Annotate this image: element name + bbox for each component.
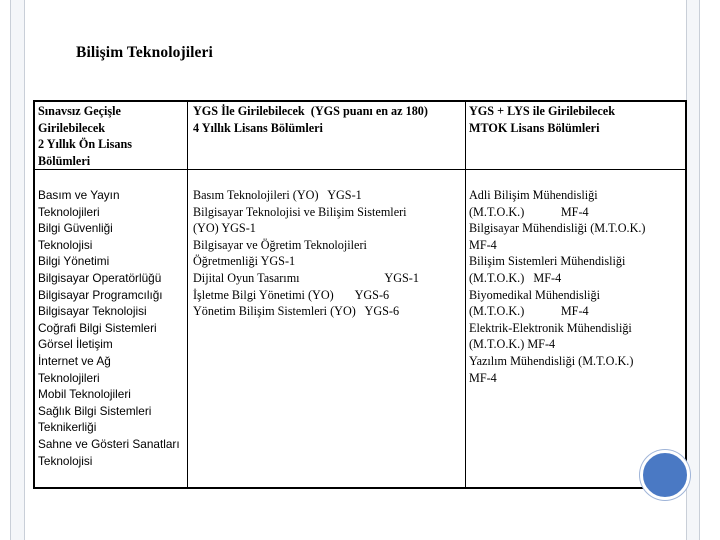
table-line: Bilgisayar Teknolojisi [38, 304, 147, 319]
table-cell-bachelor-programs [193, 187, 419, 320]
table-line: (M.T.O.K.) MF-4 [469, 337, 556, 352]
column-divider [187, 102, 188, 487]
page-title: Bilişim Teknolojileri [76, 44, 213, 61]
table-line: (M.T.O.K.) MF-4 [469, 204, 589, 219]
table-line: (M.T.O.K.) MF-4 [469, 304, 589, 319]
table-line: Bilgisayar ve Öğretim Teknolojileri [193, 237, 367, 252]
table-line: Bilgisayar Operatörlüğü [38, 270, 162, 285]
table-line: Teknolojileri [38, 204, 100, 219]
table-line: Yönetim Bilişim Sistemleri (YO) YGS-6 [193, 304, 400, 319]
table-line: Mobil Teknolojileri [38, 387, 131, 402]
header-cell-mtok: YGS + LYS ile Girilebilecek MTOK Lisans Bölümleri [469, 104, 615, 135]
table-line: Teknolojisi [38, 237, 93, 252]
table-line: Biyomedikal Mühendisliği [469, 287, 601, 302]
table-line: Elektrik-Elektronik Mühendisliği [469, 320, 632, 335]
table-line: Bilgi Güvenliği [38, 221, 113, 236]
table-line: Bilgisayar Mühendisliği (M.T.O.K.) [469, 221, 646, 236]
table-line: Basım ve Yayın [38, 188, 120, 202]
table-line: Coğrafi Bilgi Sistemleri [38, 320, 157, 335]
header-cell-associate: Sınavsız Geçişle Girilebilecek 2 Yıllık Ön Lisans Bölümleri [38, 104, 133, 168]
table-line: Yazılım Mühendisliği (M.T.O.K.) [469, 353, 634, 368]
table-line: Sahne ve Gösteri Sanatları [38, 436, 180, 451]
table-line: MF-4 [469, 370, 497, 385]
departments-table [33, 100, 687, 489]
table-cell-associate-programs [38, 187, 180, 469]
table-line: Öğretmenliği YGS-1 [193, 254, 296, 269]
right-decorative-rail [686, 0, 700, 540]
decorative-circle [640, 450, 690, 500]
table-line: İşletme Bilgi Yönetimi (YO) YGS-6 [193, 287, 390, 302]
table-line: Bilgisayar Programcılığı [38, 287, 163, 302]
table-line: Görsel İletişim [38, 337, 113, 352]
table-line: (M.T.O.K.) MF-4 [469, 270, 562, 285]
table-cell-mtok-programs [469, 187, 645, 386]
table-line: Bilgi Yönetimi [38, 254, 110, 269]
table-line: Teknolojileri [38, 370, 100, 385]
table-line: MF-4 [469, 237, 497, 252]
header-cell-bachelor: YGS İle Girilebilecek (YGS puanı en az 180) 4 Yıllık Lisans Bölümleri [193, 104, 428, 135]
table-line: (YO) YGS-1 [193, 221, 256, 236]
table-header-row [35, 102, 685, 170]
table-line: Basım Teknolojileri (YO) YGS-1 [193, 188, 362, 202]
table-line: Teknolojisi [38, 453, 93, 468]
table-line: İnternet ve Ağ [38, 353, 111, 368]
table-line: Teknikerliği [38, 420, 97, 435]
column-divider [465, 102, 466, 487]
table-line: Sağlık Bilgi Sistemleri [38, 403, 152, 418]
table-line: Bilgisayar Teknolojisi ve Bilişim Sistemleri [193, 204, 407, 219]
table-line: Adli Bilişim Mühendisliği [469, 188, 598, 202]
table-line: Bilişim Sistemleri Mühendisliği [469, 254, 626, 269]
left-decorative-rail [10, 0, 25, 540]
table-line: Dijital Oyun Tasarımı YGS-1 [193, 270, 419, 285]
